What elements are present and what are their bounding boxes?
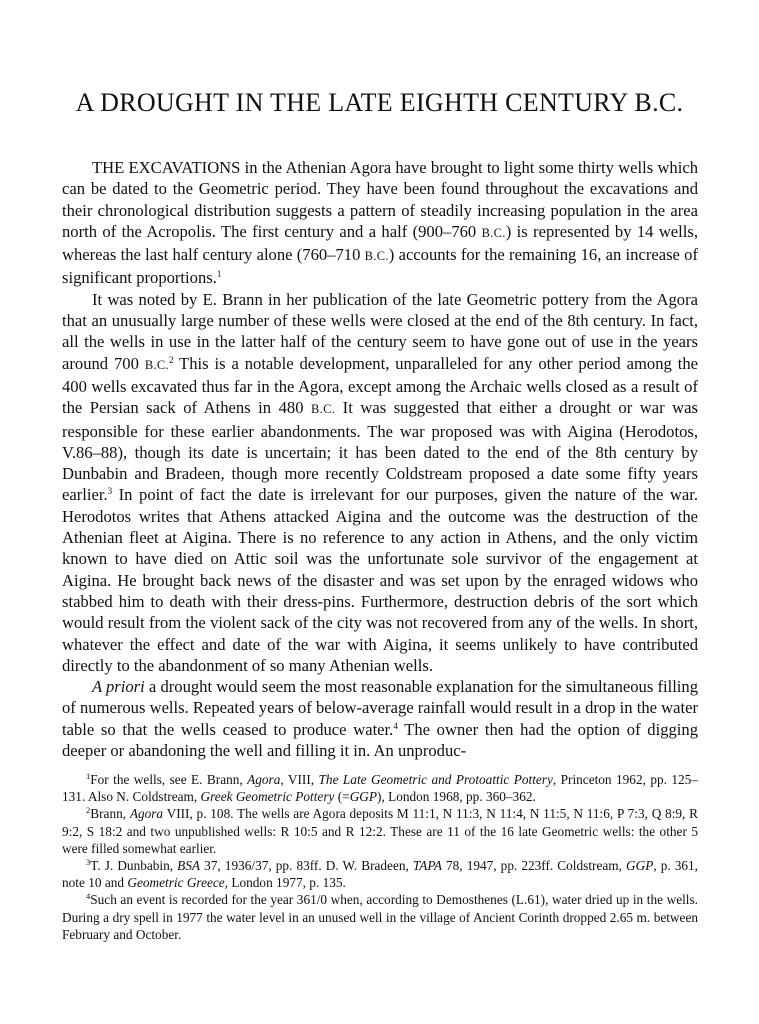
italic-phrase: A priori	[92, 677, 145, 697]
footnote-1: $^1$For the wells, see E. Brann, Agora, VIII, The Late Geometric and Protoattic Pottery, Princeton 1962, pp. 125–131. Also N. Coldstream, Greek Geometric Pottery (=GGP), London 1968, pp. 360–362.	[62, 771, 698, 805]
footnote-ref-4[interactable]: 4	[393, 720, 398, 731]
footnotes	[62, 771, 698, 943]
footnote-4: $^4$Such an event is recorded for the year 361/0 when, according to Demosthenes (L.61), water dried up in the wells. During a dry spell in 1977 the water level in an unused well in the village of Ancient Corinth dropped 2.65 m. between February and October.	[62, 891, 698, 942]
opening-words: THE EXCAVATIONS	[92, 158, 241, 177]
paragraph-3: A priori a drought would seem the most reasonable explanation for the simultaneous filling of numerous wells. Repeated years of below-average rainfall would result in a drop in the water table so that the wells ceased to produce water.$^4$ The owner then had the option of digging deeper or abandoning the well and filling it in. An unproduc-	[62, 677, 699, 761]
footnote-ref-3[interactable]: 3	[107, 486, 113, 497]
page-title: A DROUGHT IN THE LATE EIGHTH CENTURY B.C.	[75, 88, 684, 117]
footnote-ref-2[interactable]: 2	[168, 354, 174, 365]
body-text	[62, 157, 698, 761]
footnote-2: $^2$Brann, Agora VIII, p. 108. The wells are Agora deposits M 11:1, N 11:3, N 11:4, N 11:5, N 11:6, P 7:3, Q 8:9, R 9:2, S 18:2 and two unpublished wells: R 10:5 and R 12:2. These are 11 of the 16 late Geometric wells: the other 5 were filled somewhat earlier.	[62, 805, 698, 856]
footnote-3: $^3$T. J. Dunbabin, BSA 37, 1936/37, pp. 83ff. D. W. Bradeen, TAPA 78, 1947, pp. 223ff. Coldstream, GGP, p. 361, note 10 and Geometric Greece, London 1977, p. 135.	[62, 857, 698, 891]
footnote-ref-1[interactable]: 1	[216, 269, 222, 280]
paragraph-2: It was noted by E. Brann in her publication of the late Geometric pottery from the Agora that an unusually large number of these wells were closed at the end of the 8th century. In fact, all the wells in use in the latter half of the century seem to have gone out of use in the years around 700 B.C.$^2$ This is a notable development, unparalleled for any other period among the 400 wells excavated thus far in the Agora, except among the Archaic wells closed as a result of the Persian sack of Athens in 480 B.C. It was suggested that either a drought or war was responsible for these earlier abandonments. The war proposed was with Aigina (Herodotos, V.86–88), though its date is uncertain; it has been dated to the end of the 8th century by Dunbabin and Bradeen, though more recently Coldstream proposed a date some fifty years earlier.$^3$ In point of fact the date is irrelevant for our purposes, given the nature of the war. Herodotos writes that Athens attacked Aigina and the outcome was the destruction of the Athenian fleet at Aigina. There is no reference to any action in Athens, and the only victim known to have died on Attic soil was the unfortunate sole survivor of the engagement at Aigina. He brought back news of the disaster and was set upon by the enraged widows who stabbed him to death with their dress-pins. Furthermore, destruction debris of the sort which would result from the violent sack of the city was not recovered from any of the wells. In short, whatever the effect and date of the war with Aigina, it seems unlikely to have contributed directly to the abandonment of so many Athenian wells.	[62, 289, 698, 675]
paragraph-1: THE EXCAVATIONS in the Athenian Agora have brought to light some thirty wells which can be dated to the Geometric period. They have been found throughout the excavations and their chronological distribution suggests a pattern of steadily increasing population in the area north of the Acropolis. The first century and a half (900–760 B.C.) is represented by 14 wells, whereas the last half century alone (760–710 B.C.) accounts for the remaining 16, an increase of significant proportions.$^1$	[62, 158, 699, 288]
